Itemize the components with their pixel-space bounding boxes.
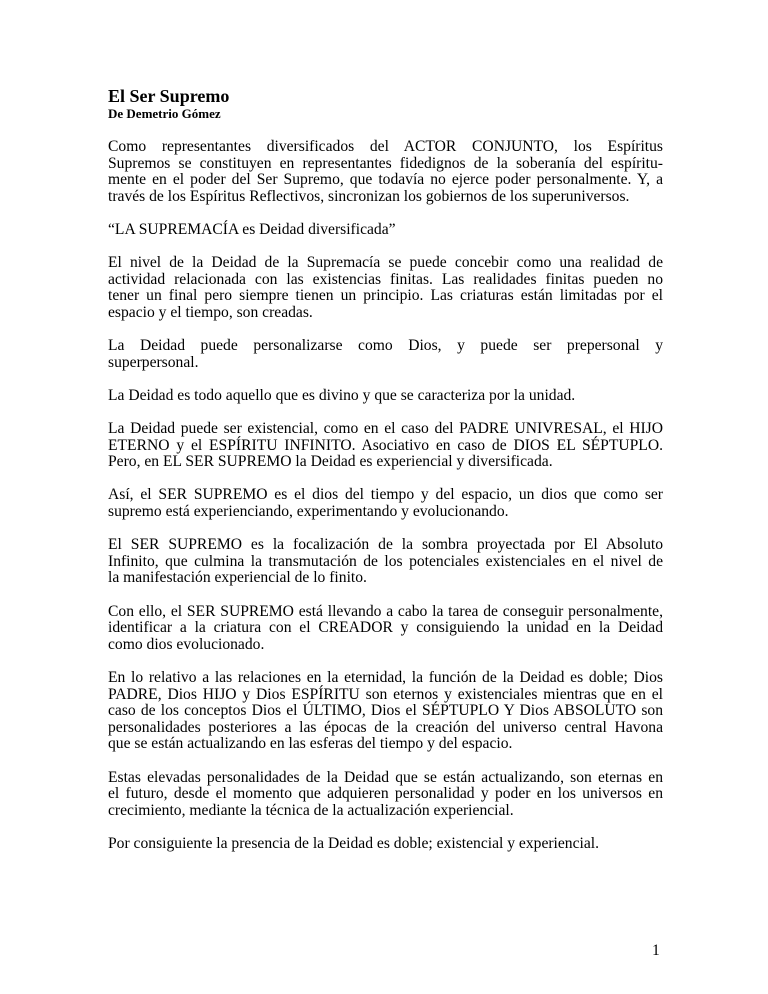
paragraph — [108, 604, 663, 654]
text-line: Así, el SER SUPREMO es el dios del tiempo y del espacio, un dios que como ser — [108, 486, 663, 504]
text-line: como dios evolucionado. — [108, 635, 265, 653]
text-line: personalidades posteriores a las épocas de la creación del universo central Havona — [108, 718, 663, 736]
text-line: tener un final pero siempre tienen un principio. Las criaturas están limitadas por el — [108, 287, 663, 305]
text-line: La Deidad es todo aquello que es divino y que se caracteriza por la unidad. — [108, 386, 576, 404]
paragraph — [108, 836, 663, 853]
text-line: La Deidad puede ser existencial, como en el caso del PADRE UNIVRESAL, el HIJO — [108, 420, 663, 438]
paragraph — [108, 255, 663, 321]
paragraph — [108, 487, 663, 520]
text-line: El SER SUPREMO es la focalización de la sombra proyectada por El Absoluto — [108, 536, 663, 554]
text-line: Estas elevadas personalidades de la Deidad que se están actualizando, son eternas en — [108, 768, 663, 786]
document-page — [108, 86, 663, 869]
text-line: el futuro, desde el momento que adquieren personalidad y poder en los universos en — [108, 785, 663, 803]
text-line: ETERNO y el ESPÍRITU INFINITO. Asociativo en caso de DIOS EL SÉPTUPLO. — [108, 436, 663, 454]
text-line: “LA SUPREMACÍA es Deidad diversificada” — [108, 220, 396, 238]
text-line: PADRE, Dios HIJO y Dios ESPÍRITU son eternos y existenciales mientras que en el — [108, 685, 663, 703]
paragraph — [108, 670, 663, 753]
page-number: 1 — [652, 942, 660, 959]
text-line: El nivel de la Deidad de la Supremacía se puede concebir como una realidad de — [108, 254, 663, 272]
document-author: De Demetrio Gómez — [108, 106, 221, 121]
paragraph — [108, 338, 663, 371]
document-title: El Ser Supremo — [108, 86, 230, 106]
text-line: Por consiguiente la presencia de la Deidad es doble; existencial y experiencial. — [108, 834, 600, 852]
text-line: espacio y el tiempo, son creadas. — [108, 303, 313, 321]
text-line: mente en el poder del Ser Supremo, que todavía no ejerce poder personalmente. Y, a — [108, 171, 663, 189]
text-line: La Deidad puede personalizarse como Dios, y puede ser prepersonal y — [108, 337, 663, 355]
paragraph — [108, 139, 663, 205]
text-line: través de los Espíritus Reflectivos, sincronizan los gobiernos de los superuniversos. — [108, 187, 630, 205]
text-line: supremo está experienciando, experimentando y evolucionando. — [108, 503, 509, 521]
text-line: En lo relativo a las relaciones en la eternidad, la función de la Deidad es doble; Dios — [108, 669, 663, 686]
text-line: Con ello, el SER SUPREMO está llevando a cabo la tarea de conseguir personalmente, — [108, 602, 663, 620]
text-line: Infinito, que culmina la transmutación de los potenciales existenciales en el nivel de — [108, 552, 663, 570]
text-line: la manifestación experiencial de lo finito. — [108, 569, 367, 587]
text-line: crecimiento, mediante la técnica de la actualización experiencial. — [108, 801, 514, 819]
text-line: Pero, en EL SER SUPREMO la Deidad es experiencial y diversificada. — [108, 453, 553, 471]
paragraph — [108, 222, 663, 239]
text-line: caso de los conceptos Dios el ÚLTIMO, Dios el SÉPTUPLO Y Dios ABSOLUTO son — [108, 702, 663, 720]
paragraph — [108, 770, 663, 820]
text-line: que se están actualizando en las esferas del tiempo y del espacio. — [108, 735, 513, 753]
text-line: actividad relacionada con las existencias finitas. Las realidades finitas pueden no — [108, 270, 663, 288]
paragraph — [108, 388, 663, 405]
text-line: Como representantes diversificados del ACTOR CONJUNTO, los Espíritus — [108, 138, 663, 155]
text-line: identificar a la criatura con el CREADOR y consiguiendo la unidad en la Deidad — [108, 619, 663, 637]
paragraph — [108, 537, 663, 587]
document-body — [108, 139, 663, 853]
paragraph — [108, 421, 663, 471]
text-line: superpersonal. — [108, 353, 199, 371]
text-line: Supremos se constituyen en representantes fidedignos de la soberanía del espíritu- — [108, 154, 663, 172]
